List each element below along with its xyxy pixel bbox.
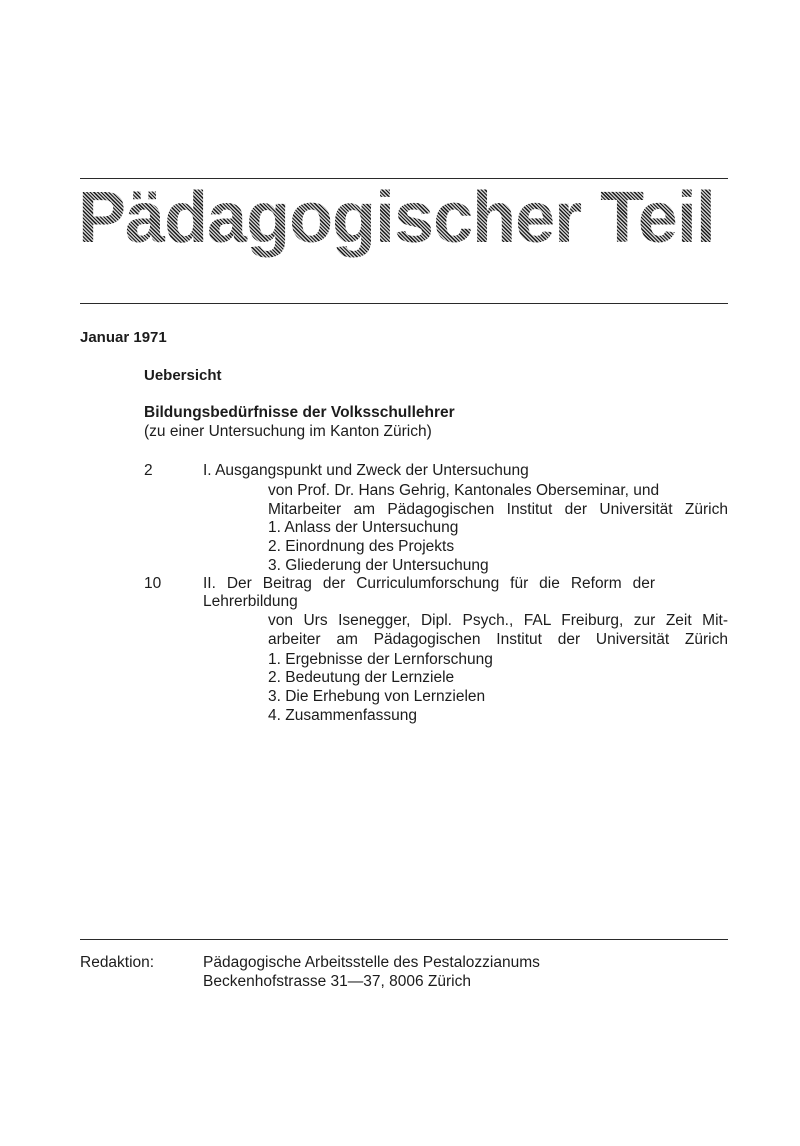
section-title-line: Lehrerbildung [203,593,298,610]
section-list-item: 3. Gliederung der Untersuchung [268,557,489,574]
masthead-title: Pädagogischer Teil [78,178,715,258]
section-list-item: 4. Zusammenfassung [268,707,418,724]
section-title-line: II. Der Beitrag der Curriculumforschung für die Reform der [203,575,655,592]
section-title-line: I. Ausgangspunkt und Zweck der Untersuchung [203,462,529,479]
footer-label: Redaktion: [80,954,155,971]
section-author-line: arbeiter am Pädagogischen Institut der Universität Zürich [268,631,728,648]
section-page-number: 10 [144,575,162,592]
footer-rule [80,939,728,940]
section-list-item: 1. Anlass der Untersuchung [268,519,459,536]
footer-address-line: Pädagogische Arbeitsstelle des Pestalozzianums [203,954,540,971]
issue-date: Januar 1971 [80,329,167,346]
section-list-item: 2. Einordnung des Projekts [268,538,455,555]
section-list-item: 2. Bedeutung der Lernziele [268,669,455,686]
section-list-item: 1. Ergebnisse der Lernforschung [268,651,493,668]
footer-address-line: Beckenhofstrasse 31—37, 8006 Zürich [203,973,471,990]
section-page-number: 2 [144,462,153,479]
main-heading: Bildungsbedürfnisse der Volksschullehrer [144,404,455,421]
main-subheading: (zu einer Untersuchung im Kanton Zürich) [144,423,432,440]
section-author-line: von Urs Isenegger, Dipl. Psych., FAL Freiburg, zur Zeit Mit- [268,612,728,629]
masthead-bottom-rule [80,303,728,304]
section-list-item: 3. Die Erhebung von Lernzielen [268,688,486,705]
section-author-line: von Prof. Dr. Hans Gehrig, Kantonales Oberseminar, und [268,482,660,499]
section-author-line: Mitarbeiter am Pädagogischen Institut der Universität Zürich [268,501,728,518]
overview-label: Uebersicht [144,367,222,384]
